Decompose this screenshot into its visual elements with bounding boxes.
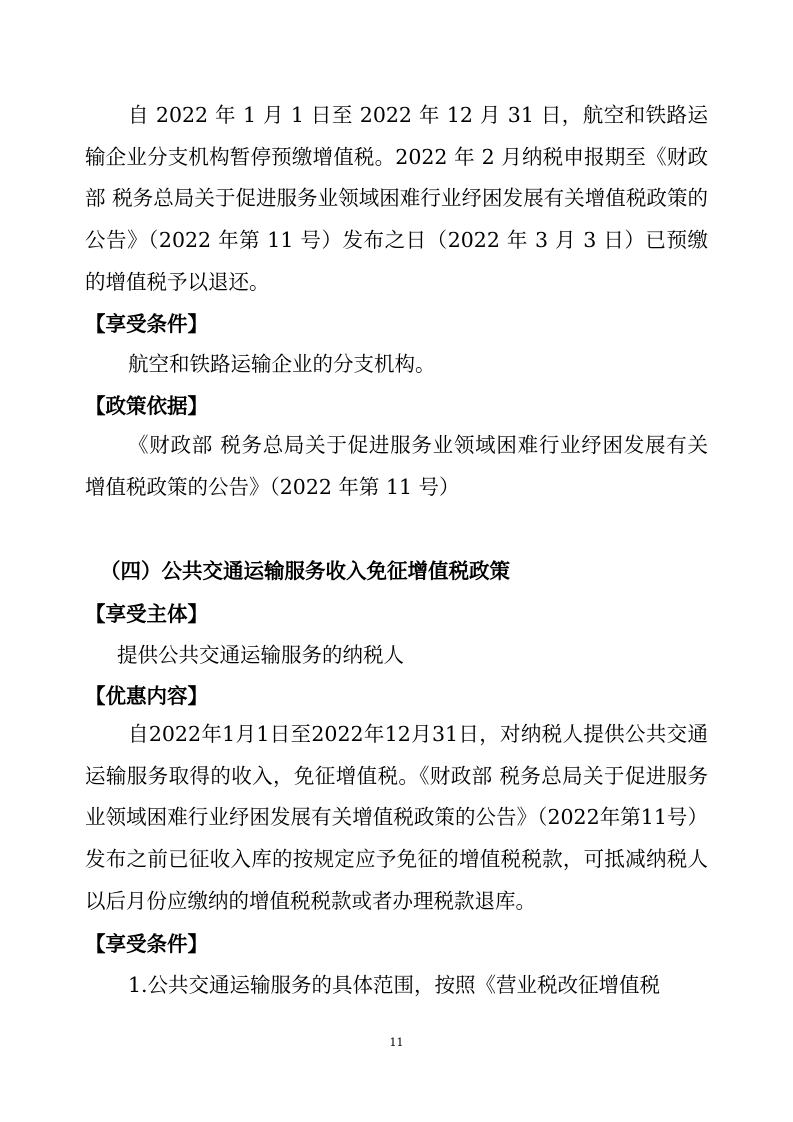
- paragraph-prepayment-suspension: 自 2022 年 1 月 1 日至 2022 年 12 月 31 日，航空和铁路运输企业分支机构暂停预缴增值税。2022 年 2 月纳税申报期至《财政部 税务总局关于促进服务业领域困难行业纾困发展有关增值税政策的公告》（2022 年第 11 号）发布之日（2022 年 3 月 3 日）已预缴的增值税予以退还。: [85, 103, 708, 294]
- heading-benefit-content: 【优惠内容】: [85, 684, 208, 708]
- paragraph-scope-item-1: 1.公共交通运输服务的具体范围，按照《营业税改征增值税: [128, 973, 661, 997]
- heading-section-public-transport: （四）公共交通运输服务收入免征增值税政策: [100, 559, 510, 583]
- heading-beneficiary: 【享受主体】: [85, 602, 208, 626]
- heading-conditions: 【享受条件】: [85, 312, 208, 336]
- paragraph-conditions-text: 航空和铁路运输企业的分支机构。: [128, 352, 436, 376]
- paragraph-benefit-content-text: 自2022年1月1日至2022年12月31日，对纳税人提供公共交通运输服务取得的收入，免征增值税。《财政部 税务总局关于促进服务业领域困难行业纾困发展有关增值税政策的公告》（2022年第11号）发布之前已征收入库的按规定应予免征的增值税税款，可抵减纳税人以后月份应缴纳的增值税税款或者办理税款退库。: [85, 722, 708, 913]
- page-number: 11: [389, 1036, 404, 1049]
- heading-policy-basis: 【政策依据】: [85, 394, 208, 418]
- paragraph-policy-basis-text: 《财政部 税务总局关于促进服务业领域困难行业纾困发展有关增值税政策的公告》（2022 年第 11 号）: [85, 433, 708, 499]
- paragraph-beneficiary-text: 提供公共交通运输服务的纳税人: [117, 643, 404, 667]
- heading-conditions: 【享受条件】: [85, 932, 208, 956]
